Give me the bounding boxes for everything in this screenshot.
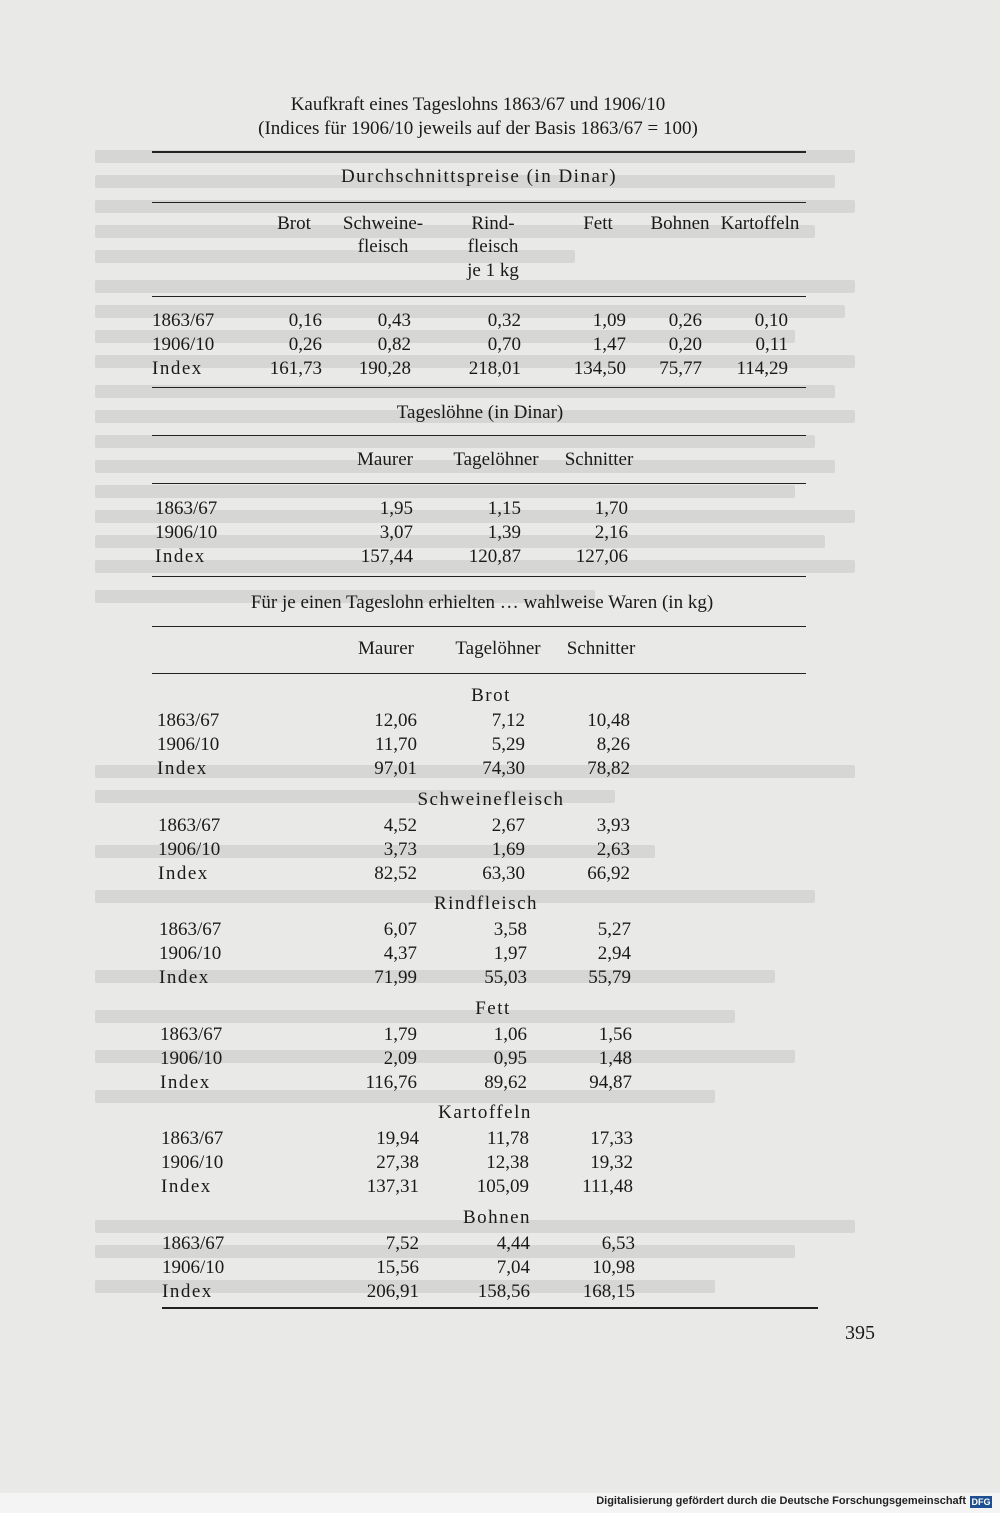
cell: 8,26 — [596, 734, 630, 755]
row-label: Index — [157, 758, 208, 779]
row-label: 1863/67 — [152, 310, 215, 331]
cell: 63,30 — [482, 863, 525, 884]
group-heading: Schweinefleisch — [417, 789, 565, 810]
cell: 0,43 — [377, 310, 411, 331]
row-label: 1906/10 — [161, 1152, 224, 1173]
cell: 114,29 — [736, 358, 788, 379]
cell: 6,53 — [601, 1233, 635, 1254]
cell: 120,87 — [468, 546, 521, 567]
rule — [152, 576, 806, 577]
cell: 0,26 — [288, 334, 322, 355]
cell: 97,01 — [374, 758, 417, 779]
table-title-line-1: Kaufkraft eines Tageslohns 1863/67 und 1906/10 — [290, 94, 666, 115]
cell: 0,20 — [668, 334, 702, 355]
cell: 4,52 — [383, 815, 417, 836]
row-label: 1863/67 — [157, 710, 220, 731]
cell: 7,04 — [496, 1257, 530, 1278]
cell: 19,94 — [376, 1128, 419, 1149]
cell: 82,52 — [374, 863, 417, 884]
cell: 5,27 — [597, 919, 631, 940]
cell: 6,07 — [383, 919, 417, 940]
row-label: 1906/10 — [155, 522, 218, 543]
cell: 1,79 — [383, 1024, 417, 1045]
row-label: Index — [161, 1176, 212, 1197]
cell: 66,92 — [587, 863, 630, 884]
row-label: 1906/10 — [158, 839, 221, 860]
cell: 3,93 — [596, 815, 630, 836]
cell: 3,58 — [493, 919, 527, 940]
cell: 71,99 — [374, 967, 417, 988]
column-header-brot: Brot — [277, 213, 311, 234]
cell: 157,44 — [360, 546, 413, 567]
cell: 0,95 — [493, 1048, 527, 1069]
column-header-kartoffeln: Kartoffeln — [720, 213, 800, 234]
column-header-schweinefleisch-line-2: fleisch — [357, 236, 409, 257]
row-label: 1906/10 — [157, 734, 220, 755]
cell: 1,06 — [493, 1024, 527, 1045]
cell: 0,26 — [668, 310, 702, 331]
rule-bottom — [162, 1307, 818, 1309]
cell: 2,67 — [491, 815, 525, 836]
cell: 0,10 — [754, 310, 788, 331]
cell: 1,48 — [598, 1048, 632, 1069]
cell: 218,01 — [468, 358, 521, 379]
column-header-schweinefleisch-line-1: Schweine- — [342, 213, 424, 234]
column-header-schnitter: Schnitter — [564, 449, 634, 470]
section-heading-goods: Für je einen Tageslohn erhielten … wahlweise Waren (in kg) — [250, 592, 714, 613]
rule — [152, 626, 806, 627]
column-header-tageloehner: Tagelöhner — [455, 638, 541, 659]
cell: 11,70 — [374, 734, 417, 755]
row-label: 1863/67 — [159, 919, 222, 940]
row-label: 1906/10 — [162, 1257, 225, 1278]
cell: 161,73 — [269, 358, 322, 379]
column-header-unit: je 1 kg — [467, 260, 519, 281]
cell: 19,32 — [590, 1152, 633, 1173]
cell: 206,91 — [366, 1281, 419, 1302]
cell: 1,56 — [598, 1024, 632, 1045]
row-label: Index — [158, 863, 209, 884]
column-header-fett: Fett — [583, 213, 613, 234]
column-header-rindfleisch-line-2: fleisch — [467, 236, 519, 257]
cell: 4,44 — [496, 1233, 530, 1254]
column-header-tageloehner: Tagelöhner — [453, 449, 539, 470]
cell: 2,63 — [596, 839, 630, 860]
cell: 1,39 — [487, 522, 521, 543]
cell: 27,38 — [376, 1152, 419, 1173]
cell: 15,56 — [376, 1257, 419, 1278]
cell: 2,09 — [383, 1048, 417, 1069]
cell: 89,62 — [484, 1072, 527, 1093]
row-label: Index — [152, 358, 203, 379]
cell: 74,30 — [482, 758, 525, 779]
cell: 0,82 — [377, 334, 411, 355]
cell: 158,56 — [477, 1281, 530, 1302]
column-header-rindfleisch-line-1: Rind- — [471, 213, 515, 234]
section-heading-wages: Tageslöhne (in Dinar) — [396, 402, 564, 423]
row-label: 1863/67 — [161, 1128, 224, 1149]
cell: 111,48 — [582, 1176, 633, 1197]
cell: 116,76 — [365, 1072, 417, 1093]
cell: 10,48 — [587, 710, 630, 731]
cell: 2,16 — [594, 522, 628, 543]
row-label: 1906/10 — [152, 334, 215, 355]
rule — [152, 483, 806, 484]
group-heading: Bohnen — [462, 1207, 532, 1228]
cell: 168,15 — [582, 1281, 635, 1302]
column-header-maurer: Maurer — [357, 449, 413, 470]
cell: 4,37 — [383, 943, 417, 964]
cell: 127,06 — [575, 546, 628, 567]
dfg-logo-icon: DFG — [971, 1497, 991, 1507]
digitization-footer — [0, 1493, 1000, 1513]
cell: 1,70 — [594, 498, 628, 519]
cell: 1,47 — [592, 334, 626, 355]
row-label: 1906/10 — [160, 1048, 223, 1069]
rule — [152, 296, 806, 297]
group-heading: Fett — [475, 998, 511, 1019]
cell: 10,98 — [592, 1257, 635, 1278]
cell: 5,29 — [491, 734, 525, 755]
page-number: 395 — [845, 1322, 875, 1344]
cell: 1,09 — [592, 310, 626, 331]
column-header-maurer: Maurer — [358, 638, 414, 659]
cell: 17,33 — [590, 1128, 633, 1149]
cell: 12,38 — [486, 1152, 529, 1173]
row-label: 1863/67 — [160, 1024, 223, 1045]
rule — [152, 387, 806, 388]
cell: 134,50 — [573, 358, 626, 379]
group-heading: Rindfleisch — [433, 893, 539, 914]
rule — [152, 202, 806, 203]
cell: 105,09 — [476, 1176, 529, 1197]
row-label: Index — [162, 1281, 213, 1302]
cell: 3,07 — [379, 522, 413, 543]
table-title-line-2: (Indices für 1906/10 jeweils auf der Basis 1863/67 = 100) — [258, 118, 698, 139]
cell: 78,82 — [587, 758, 630, 779]
cell: 94,87 — [589, 1072, 632, 1093]
cell: 3,73 — [383, 839, 417, 860]
cell: 0,16 — [288, 310, 322, 331]
rule-top — [152, 151, 806, 153]
cell: 7,12 — [491, 710, 525, 731]
cell: 75,77 — [659, 358, 702, 379]
group-heading: Brot — [471, 685, 511, 706]
rule — [152, 673, 806, 674]
row-label: 1863/67 — [162, 1233, 225, 1254]
cell: 12,06 — [374, 710, 417, 731]
section-heading-prices: Durchschnittspreise (in Dinar) — [340, 166, 618, 187]
row-label: Index — [155, 546, 206, 567]
cell: 55,03 — [484, 967, 527, 988]
cell: 1,97 — [493, 943, 527, 964]
footer-credit: Digitalisierung gefördert durch die Deutsche Forschungsgemeinschaft — [596, 1495, 966, 1507]
cell: 1,95 — [379, 498, 413, 519]
row-label: 1863/67 — [158, 815, 221, 836]
column-header-schnitter: Schnitter — [566, 638, 636, 659]
cell: 0,11 — [755, 334, 788, 355]
cell: 0,32 — [487, 310, 521, 331]
cell: 1,15 — [487, 498, 521, 519]
rule — [152, 435, 806, 436]
cell: 0,70 — [487, 334, 521, 355]
cell: 7,52 — [385, 1233, 419, 1254]
cell: 137,31 — [366, 1176, 419, 1197]
group-heading: Kartoffeln — [438, 1102, 532, 1123]
column-header-bohnen: Bohnen — [650, 213, 710, 234]
row-label: Index — [159, 967, 210, 988]
row-label: 1863/67 — [155, 498, 218, 519]
row-label: 1906/10 — [159, 943, 222, 964]
cell: 1,69 — [491, 839, 525, 860]
cell: 2,94 — [597, 943, 631, 964]
row-label: Index — [160, 1072, 211, 1093]
cell: 190,28 — [358, 358, 411, 379]
cell: 11,78 — [486, 1128, 529, 1149]
cell: 55,79 — [588, 967, 631, 988]
